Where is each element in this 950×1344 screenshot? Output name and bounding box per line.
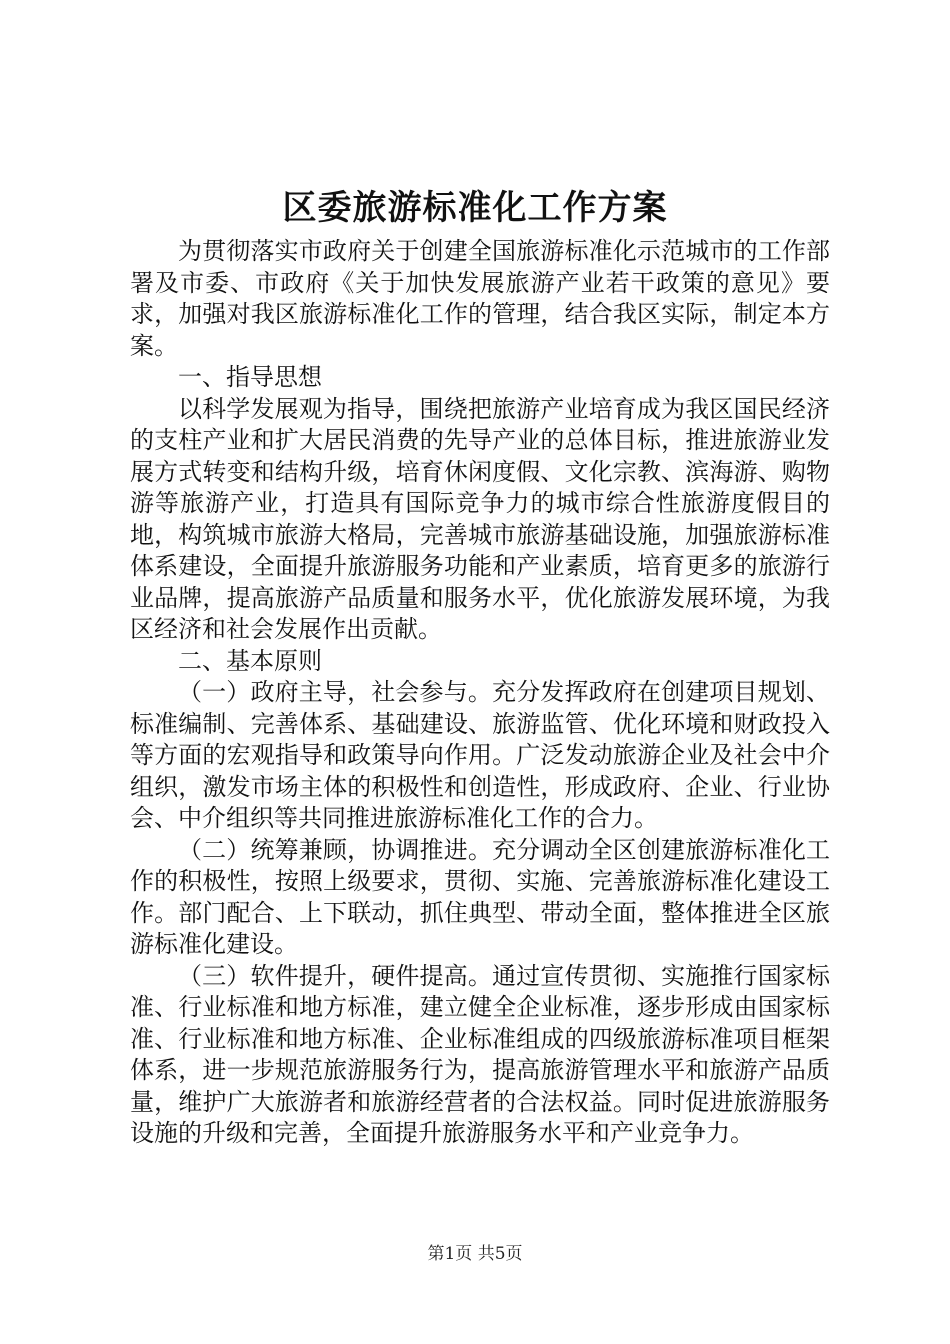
section-heading-guiding-thought: 一、指导思想 — [178, 363, 322, 391]
document-title: 区委旅游标准化工作方案 — [282, 188, 668, 228]
principle-2-paragraph: （二）统筹兼顾，协调推进。充分调动全区创建旅游标准化工作的积极性，按照上级要求，贯彻、实施、完善旅游标准化建设工作。部门配合、上下联动，抓住典型、带动全面，整体推进全区旅游标准化建设。 — [130, 835, 830, 958]
principle-1-paragraph: （一）政府主导，社会参与。充分发挥政府在创建项目规划、标准编制、完善体系、基础建设、旅游监管、优化环境和财政投入等方面的宏观指导和政策导向作用。广泛发动旅游企业及社会中介组织，激发市场主体的积极性和创造性，形成政府、企业、行业协会、中介组织等共同推进旅游标准化工作的合力。 — [130, 678, 830, 832]
section-heading-basic-principles: 二、基本原则 — [178, 646, 322, 675]
page-number-footer: 第1页 共5页 — [427, 1244, 523, 1264]
intro-paragraph: 为贯彻落实市政府关于创建全国旅游标准化示范城市的工作部署及市委、市政府《关于加快发展旅游产业若干政策的意见》要求，加强对我区旅游标准化工作的管理，结合我区实际，制定本方案。 — [130, 237, 830, 360]
guiding-thought-paragraph: 以科学发展观为指导，围绕把旅游产业培育成为我区国民经济的支柱产业和扩大居民消费的先导产业的总体目标，推进旅游业发展方式转变和结构升级，培育休闲度假、文化宗教、滨海游、购物游等旅游产业，打造具有国际竞争力的城市综合性旅游度假目的地，构筑城市旅游大格局，完善城市旅游基础设施，加强旅游标准体系建设，全面提升旅游服务功能和产业素质，培育更多的旅游行业品牌，提高旅游产品质量和服务水平，优化旅游发展环境，为我区经济和社会发展作出贡献。 — [130, 394, 830, 643]
principle-3-paragraph: （三）软件提升，硬件提高。通过宣传贯彻、实施推行国家标准、行业标准和地方标准，建立健全企业标准，逐步形成由国家标准、行业标准和地方标准、企业标准组成的四级旅游标准项目框架体系，进一步规范旅游服务行为，提高旅游管理水平和旅游产品质量，维护广大旅游者和旅游经营者的合法权益。同时促进旅游服务设施的升级和完善，全面提升旅游服务水平和产业竞争力。 — [130, 961, 830, 1147]
document-body — [130, 236, 830, 1150]
